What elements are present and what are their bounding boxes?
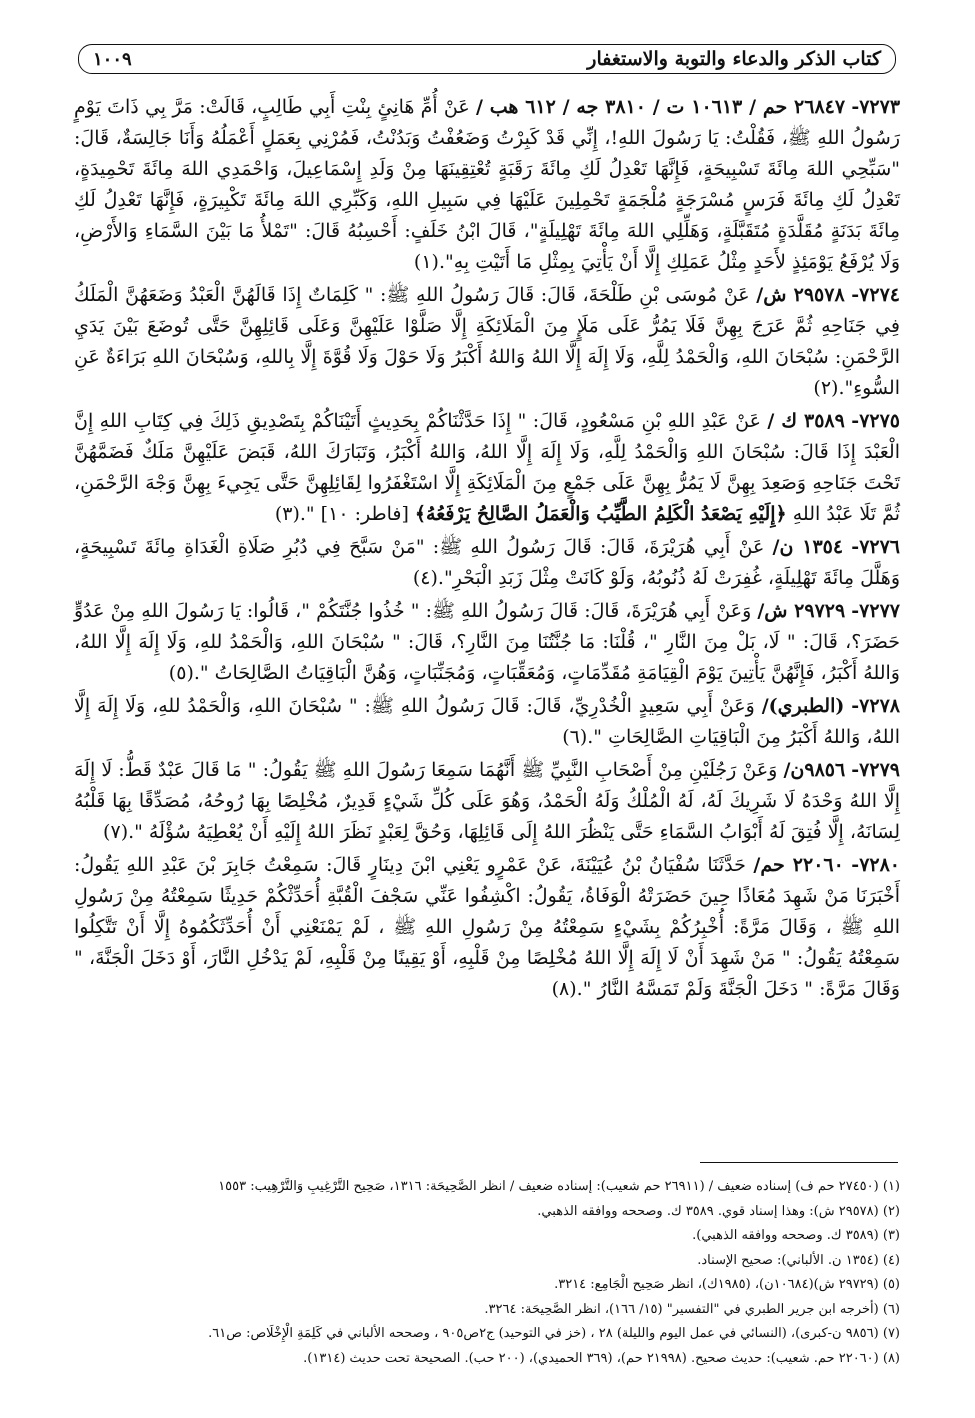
footnote-divider [700, 1162, 898, 1163]
hadith-entry-7276 [74, 532, 900, 594]
source-codes: ٢٩٥٧٨ ش/ [756, 284, 845, 306]
source-codes: (الطبري)/ [761, 695, 845, 717]
hadith-body [74, 92, 900, 1007]
hadith-text: حَدَّثَنَا سُفْيَانُ بْنُ عُيَيْنَةَ، عَنْ عَمْرٍو يَعْنِي ابْنَ دِينَارٍ قَالَ: سَمِعْتُ جَابِرَ بْنَ عَبْدِ اللهِ يَقُولُ: أَخْبَرَنَا مَنْ شَهِدَ مُعَاذًا حِينَ حَضَرَتْهُ الْوَفَاةُ، يَقُولُ: اكْشِفُوا عَنِّي سَجْفَ الْقُبَّةِ أُحَدِّثْكُمْ حَدِيثًا سَمِعْتُهُ مِنْ رَسُولِ اللهِ ﷺ ، وَقَالَ مَرَّةً: أُخْبِرُكُمْ بِشَيْءٍ سَمِعْتُهُ مِنْ رَسُولِ اللهِ ﷺ ، لَمْ يَمْنَعْنِي أَنْ أُحَدِّثَكُمُوهُ إِلَّا أَنْ تَتَّكِلُوا سَمِعْتُهُ يَقُولُ: " مَنْ شَهِدَ أَنْ لَا إِلَهَ إِلَّا اللهُ مُخْلِصًا مِنْ قَلْبِهِ، أَوْ يَقِينًا مِنْ قَلْبِهِ، لَمْ يَدْخُلِ النَّارَ، أَوْ دَخَلَ الْجَنَّةَ، " وَقَالَ مَرَّةً: " دَخَلَ الْجَنَّةَ وَلَمْ تَمَسَّهُ النَّارُ ".(٨) [74, 854, 900, 1000]
footnotes [74, 1175, 900, 1371]
source-codes: ١٣٥٤ ن/ [772, 536, 844, 558]
book-title: كتاب الذكر والدعاء والتوبة والاستغفار [587, 48, 881, 70]
source-codes: ٩٨٥٦ن/ [783, 759, 846, 781]
footnote-1: (١) (٢٧٤٥٠ حم ف) إسناده ضعيف / (٢٦٩١١ حم شعيب): إسناده ضعيف / انظر الصَّحِيحَة: ١٣١٦، صَحِيح التَّرْغِيبِ وَالتَّرْهِيب: ١٥٥٣ [218, 1179, 900, 1194]
hadith-number: ٧٢٧٦- [851, 536, 901, 558]
hadith-number: ٧٢٧٤- [851, 284, 900, 306]
hadith-text: وَعَنْ رَجُلَيْنِ مِنْ أَصْحَابِ النَّبِيِّ ﷺ أَنَّهُمَا سَمِعَا رَسُولَ اللهِ ﷺ يَقُولُ: " مَا قَالَ عَبْدٌ قَطُّ: لَا إِلَهَ إِلَّا اللهُ وَحْدَهُ لَا شَرِيكَ لَهُ، لَهُ الْمُلْكُ وَلَهُ الْحَمْدُ، وَهُوَ عَلَى كُلِّ شَيْءٍ قَدِيرٌ، مُخْلِصًا بِهَا رُوحُهُ، مُصَدِّقًا بِهَا قَلْبُهُ لِسَانَهُ، إِلَّا فُتِقَ لَهُ أَبْوَابُ السَّمَاءِ حَتَّى يَنْظُرَ اللهُ إِلَى قَائِلِهَا، وَحُقَّ لِعَبْدٍ نَظَرَ اللهُ إِلَيْهِ أَنْ يُعْطِيَهُ سُؤْلَهُ ".(٧) [74, 759, 900, 843]
hadith-number: ٧٢٧٨- [851, 695, 900, 717]
source-codes: ٢٦٨٤٧ حم / ١٠٦١٣ ت / ٣٨١٠ جه / ٦١٢ هب / [475, 96, 846, 118]
hadith-text: عَنْ عَبْدِ اللهِ بْنِ مَسْعُودٍ، قَالَ: " إِذَا حَدَّثْنَاكُمْ بِحَدِيثٍ أَتَيْنَاكُمْ بِتَصْدِيقِ ذَلِكَ فِي كِتَابِ اللهِ إِنَّ الْعَبْدَ إِذَا قَالَ: سُبْحَانَ اللهِ وَالْحَمْدُ لِلَّهِ، وَلَا إِلَهَ إِلَّا اللهُ، وَاللهُ أَكْبَرُ، وَتَبَارَكَ اللهُ، قَبَضَ عَلَيْهِنَّ مَلَكٌ فَضَمَّهُنَّ تَحْتَ جَنَاحِهِ وَصَعِدَ بِهِنَّ لَا يَمُرُّ بِهِنَّ عَلَى جَمْعٍ مِنَ الْمَلَائِكَةِ إِلَّا اسْتَغْفَرُوا لِقَائِلِهِنَّ حَتَّى يَجِيءَ بِهِنَّ وَجْهَ الرَّحْمَنِ، ثُمَّ تَلَا عَبْدُ اللهِ [74, 410, 900, 525]
hadith-number: ٧٢٧٧- [851, 600, 900, 622]
footnote-7: (٧) (٩٨٥٦ ن-كبرى)، (النسائي في عمل اليوم والليلة) ٢٨ ، (خز في التوحيد) ج٢ص٩٠٥ ، وصححه الألباني في كَلِمَةِ الْإِخْلَاص: ص٦١. [208, 1326, 900, 1341]
hadith-entry-7279 [74, 755, 900, 848]
source-codes: ٢٢٠٦٠ حم/ [753, 854, 844, 876]
hadith-entry-7278 [74, 691, 900, 753]
quran-verse: ﴿إِلَيْهِ يَصْعَدُ الْكَلِمُ الطَّيِّبُ وَالْعَمَلُ الصَّالِحُ يَرْفَعُهُ﴾ [414, 503, 787, 525]
hadith-text: وَعَنْ أَبِي هُرَيْرَةَ، قَالَ: قَالَ رَسُولُ اللهِ ﷺ: " خُذُوا جُنَّتَكُمْ "، قَالُوا: يَا رَسُولَ اللهِ مِنْ عَدُوٍّ حَضَرَ؟، قَالَ: " لَا، بَلْ مِنَ النَّارِ "، قُلْنَا: مَا جُنَّتُنَا مِنَ النَّارِ؟، قَالَ: " سُبْحَانَ اللهِ، وَالْحَمْدُ للهِ، وَلَا إِلَهَ إِلَّا اللهُ، وَاللهُ أَكْبَرُ، فَإِنَّهُنَّ يَأْتِينَ يَوْمَ الْقِيَامَةِ مُقَدِّمَاتٍ، وَمُعَقِّبَاتٍ، وَمُجَنِّبَاتٍ، وَهُنَّ الْبَاقِيَاتُ الصَّالِحَاتُ ".(٥) [74, 600, 900, 684]
hadith-text: عَنْ أُمِّ هَانِئٍ بِنْتِ أَبِي طَالِبٍ، قَالَتْ: مَرَّ بِي ذَاتَ يَوْمٍ رَسُولُ اللهِ ﷺ، فَقُلْتُ: يَا رَسُولَ اللهِ!، إِنِّي قَدْ كَبِرْتُ وَضَعُفْتُ وَبَدُنْتُ، فَمُرْنِي بِعَمَلٍ أَعْمَلُهُ وَأَنَا جَالِسَةٌ، قَالَ: "سَبِّحِي اللهَ مِائَةَ تَسْبِيحَةٍ، فَإِنَّهَا تَعْدِلُ لَكِ مِائَةَ رَقَبَةٍ تُعْتِقِينَهَا مِنْ وَلَدِ إِسْمَاعِيلَ، وَاحْمَدِي اللهَ مِائَةَ تَحْمِيدَةٍ، تَعْدِلُ لَكِ مِائَةَ فَرَسٍ مُسْرَجَةٍ مُلْجَمَةٍ تَحْمِلِينَ عَلَيْهَا فِي سَبِيلِ اللهِ، وَكَبِّرِي اللهَ مِائَةَ تَكْبِيرَةٍ، فَإِنَّهَا تَعْدِلُ لَكِ مِائَةَ بَدَنَةٍ مُقَلَّدَةٍ مُتَقَبَّلَةٍ، وَهَلِّلِي اللهَ مِائَةَ تَهْلِيلَةٍ"، قَالَ ابْنُ خَلَفٍ: أَحْسِبُهُ قَالَ: "تَمْلأُ مَا بَيْنَ السَّمَاءِ وَالأَرْضِ، وَلَا يُرْفَعُ يَوْمَئِذٍ لأَحَدٍ مِثْلُ عَمَلِكِ إِلَّا أَنْ يَأْتِيَ بِمِثْلِ مَا أَتَيْتِ بِهِ".(١) [74, 96, 900, 273]
hadith-text: عَنْ أَبِي هُرَيْرَةَ، قَالَ: قَالَ رَسُولُ اللهِ ﷺ: "مَنْ سَبَّحَ فِي دُبُرِ صَلَاةِ الْغَدَاةِ مِائَةَ تَسْبِيحَةٍ، وَهَلَّلَ مِائَةَ تَهْلِيلَةٍ، غُفِرَتْ لَهُ ذُنُوبُهُ، وَلَوْ كَانَتْ مِثْلَ زَبَدِ الْبَحْرِ".(٤) [74, 536, 900, 589]
hadith-entry-7273 [74, 92, 900, 278]
hadith-number: ٧٢٨٠- [851, 854, 901, 876]
hadith-number: ٧٢٧٥- [851, 410, 901, 432]
hadith-entry-7277 [74, 596, 900, 689]
footnote-3: (٣) (٣٥٨٩ ك. وصححه ووافقه الذهبي). [692, 1228, 900, 1243]
footnote-6: (٦) (أخرجه ابن جرير الطبري في "التفسير" (١٥/ ١٦٦)، انظر الصَّحِيحَة: ٣٢٦٤. [484, 1301, 900, 1317]
hadith-entry-7274 [74, 280, 900, 404]
page-number: ١٠٠٩ [93, 48, 132, 70]
footnote-8: (٨) (٢٢٠٦٠ حم. شعيب): حديث صحيح. (٢١٩٩٨ حم)، (٣٦٩ الحميدي)، (٢٠٠ حب). الصحيحة تحت حديث (١٣١٤). [303, 1350, 900, 1366]
footnote-2: (٢) (٢٩٥٧٨ ش): وهذا إسناد قوي. ٣٥٨٩ ك. وصححه ووافقه الذهبي. [537, 1203, 900, 1219]
source-codes: ٣٥٨٩ ك / [767, 410, 845, 432]
page-header [78, 44, 896, 74]
hadith-text: عَنْ مُوسَى بْنِ طَلْحَةَ، قَالَ: قَالَ رَسُولُ اللهِ ﷺ: " كَلِمَاتٌ إِذَا قَالَهُنَّ الْعَبْدُ وَضَعَهُنَّ الْمَلَكُ فِي جَنَاحِهِ ثُمَّ عَرَجَ بِهِنَّ فَلَا يَمُرُّ عَلَى مَلَإٍ مِنَ الْمَلَائِكَةِ إِلَّا صَلَّوْا عَلَيْهِنَّ وَعَلَى قَائِلِهِنَّ حَتَّى تُوضَعَ بَيْنَ يَدَيِ الرَّحْمَنِ: سُبْحَانَ اللهِ، وَالْحَمْدُ لِلَّهِ، وَلَا إِلَهَ إِلَّا اللهُ وَاللهُ أَكْبَرُ وَلَا حَوْلَ وَلَا قُوَّةَ إِلَّا بِاللهِ، وَسُبْحَانَ اللهِ بَرَاءَةٌ عَنِ السُّوءِ".(٢) [74, 284, 900, 399]
hadith-text: وَعَنْ أَبِي سَعِيدٍ الْخُدْرِيِّ، قَالَ: قَالَ رَسُولُ اللهِ ﷺ: " سُبْحَانَ اللهِ، وَالْحَمْدُ للهِ، وَلَا إِلَهَ إِلَّا اللهُ، وَاللهُ أَكْبَرُ مِنَ الْبَاقِيَاتِ الصَّالِحَاتِ ".(٦) [74, 695, 900, 748]
source-codes: ٢٩٧٢٩ ش/ [757, 600, 846, 622]
hadith-entry-7275 [74, 406, 900, 530]
hadith-entry-7280 [74, 850, 900, 1005]
footnote-5: (٥) (٢٩٧٢٩ ش)(١٠٦٨٤ن)، (١٩٨٥ك)، انظر صَحِيح الْجَامِع: ٣٢١٤. [554, 1277, 900, 1292]
verse-reference: [فاطر: ١٠] ".(٣) [274, 503, 409, 525]
footnote-4: (٤) (١٣٥٤ ن. الألباني): صحيح الإسناد. [697, 1252, 900, 1268]
hadith-number: ٧٢٧٩- [851, 759, 900, 781]
hadith-number: ٧٢٧٣- [851, 96, 901, 118]
